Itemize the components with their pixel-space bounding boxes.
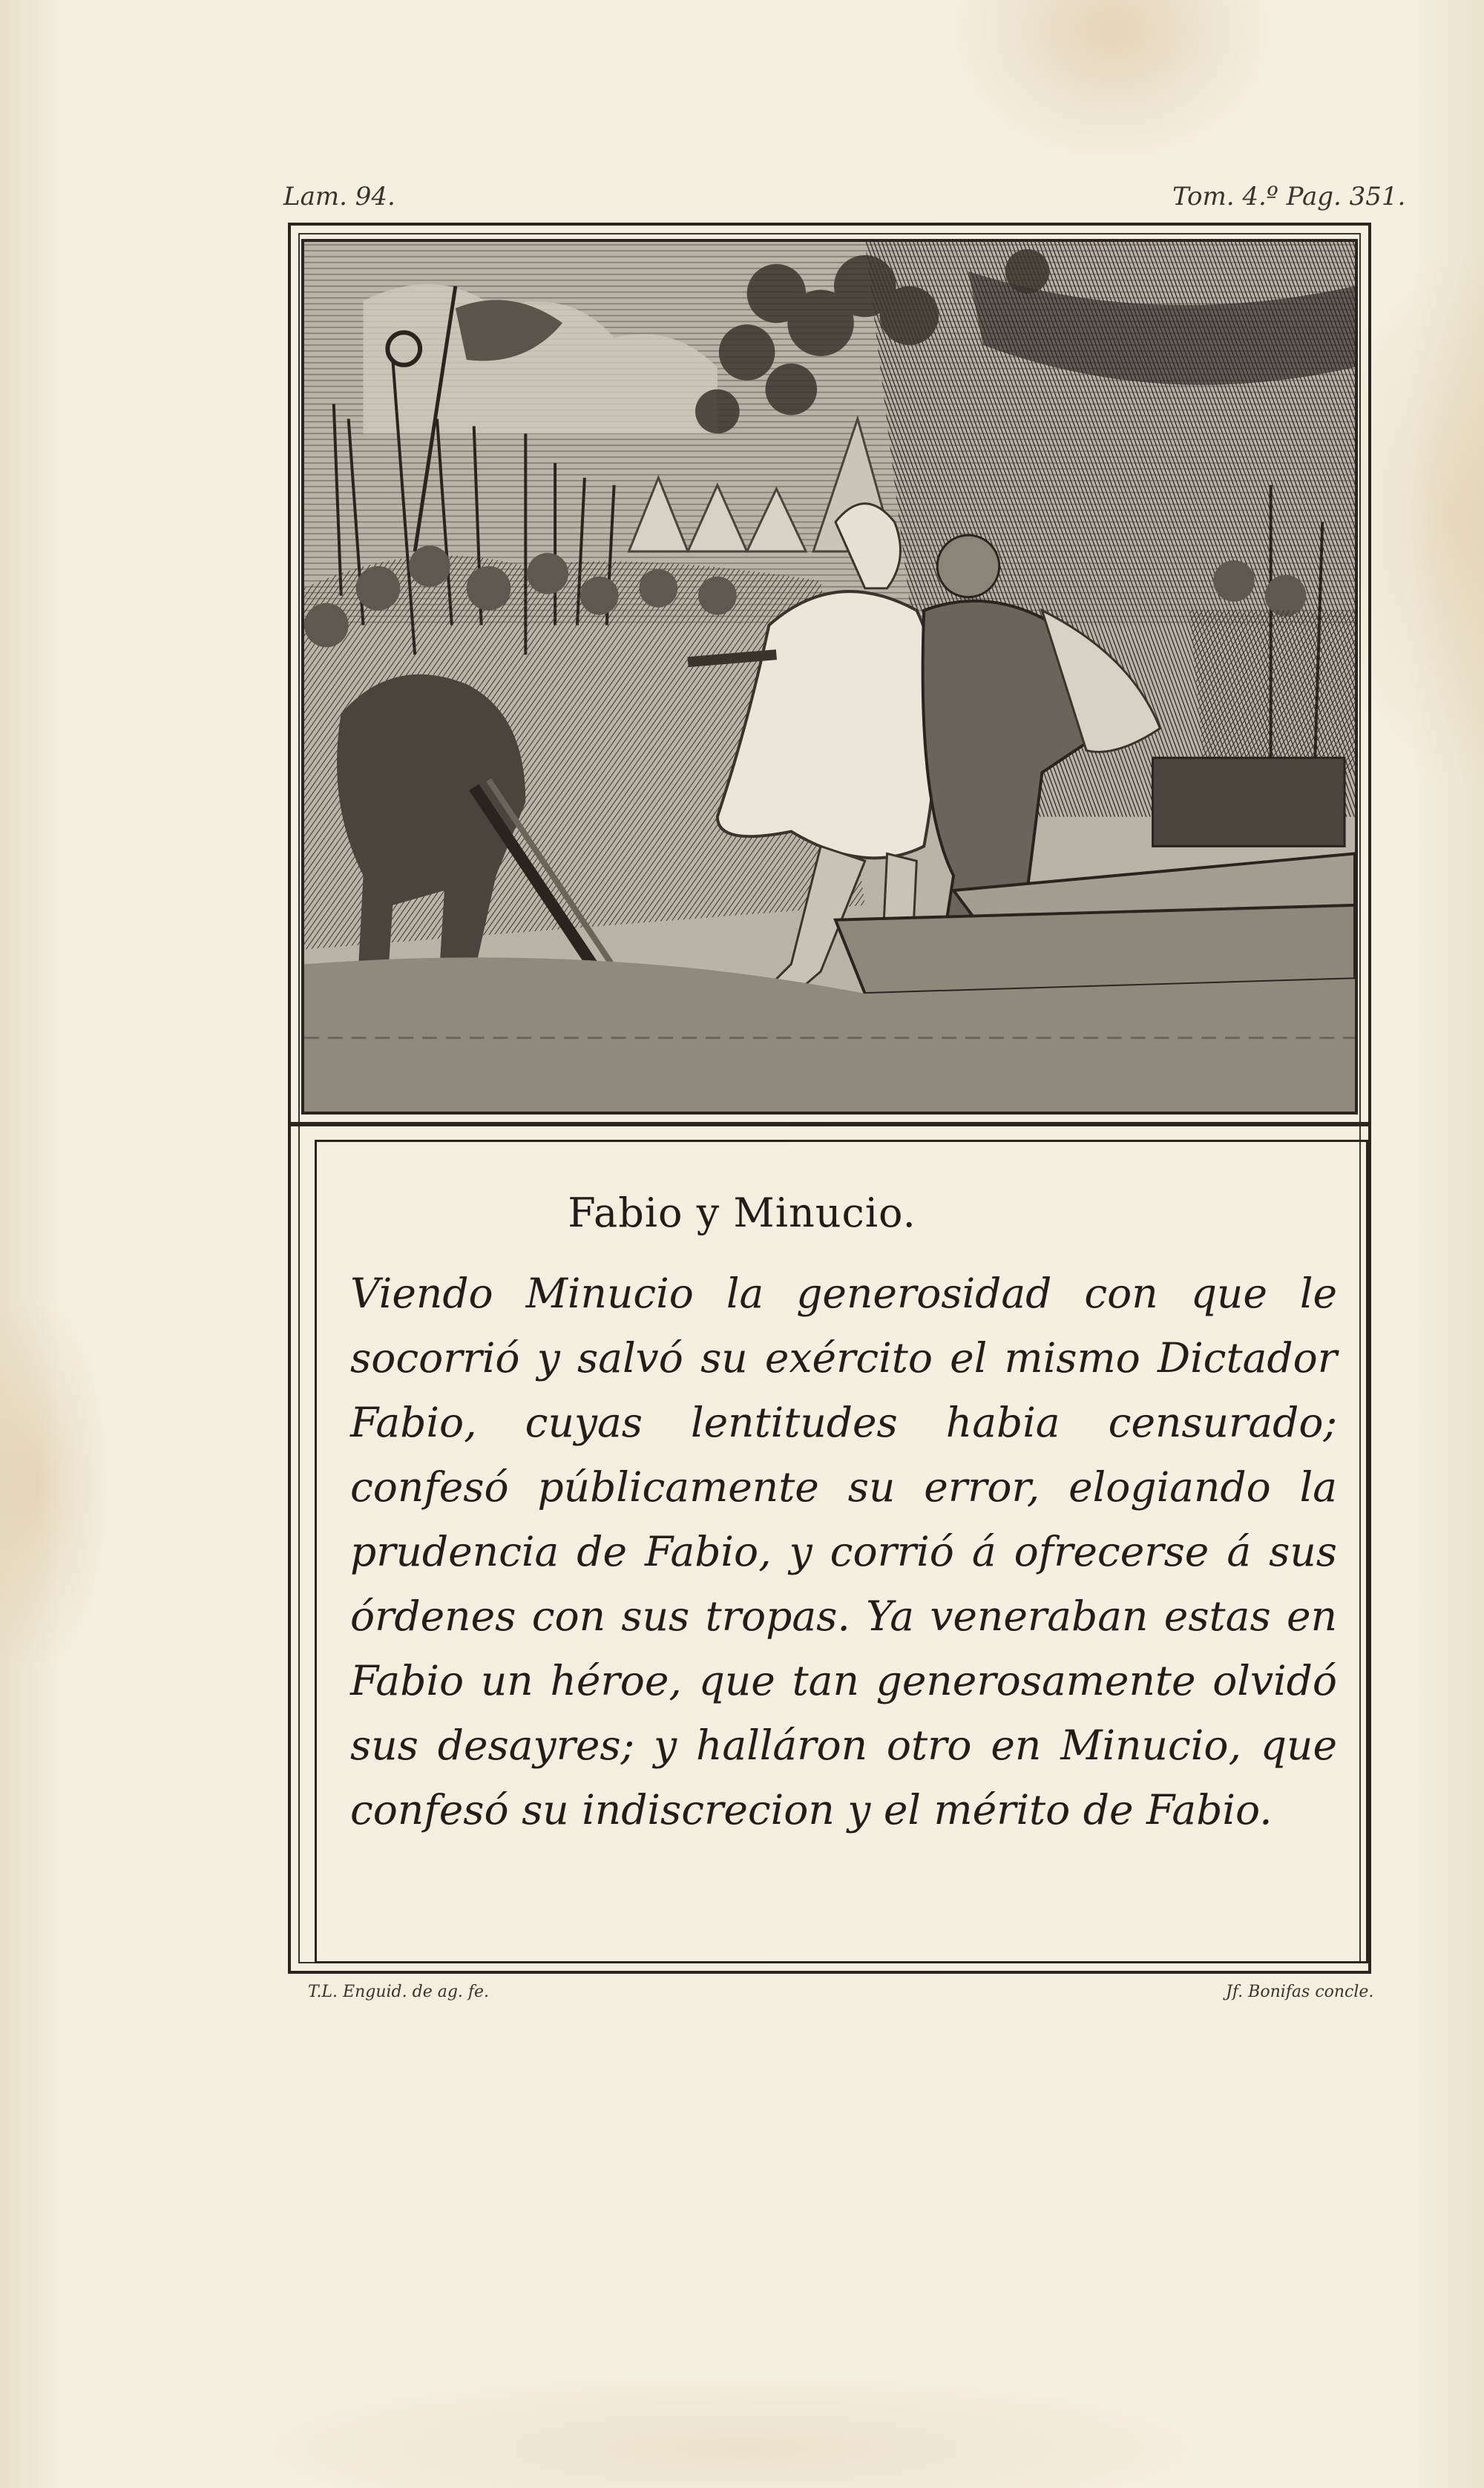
designer-credit: Jf. Bonifas concle. <box>1226 1983 1374 2001</box>
caption-body: Viendo Minucio la generosidad con que le socorrió y salvó su exército el mismo Dictador Fabio, cuyas lentitudes habia censurado; confesó públicamente su error, elogiando la prudencia de Fabio, y corrió á ofrecerse á sus órdenes con sus tropas. Ya veneraban estas en Fabio un héroe, que tan generosamente olvidó sus desayres; y halláron otro en Minucio, que confesó su indiscrecion y el mérito de Fabio. <box>350 1270 1337 1834</box>
separator-rule <box>288 1122 1371 1126</box>
volume-page-reference: Tom. 4.º Pag. 351. <box>1172 182 1406 211</box>
engraver-credit: T.L. Enguid. de ag. fe. <box>308 1983 490 2001</box>
caption-title: Fabio y Minucio. <box>568 1189 916 1236</box>
engraving-scene <box>304 242 1355 1112</box>
plate-number: Lam. 94. <box>283 182 395 211</box>
engraving-illustration <box>301 239 1358 1115</box>
